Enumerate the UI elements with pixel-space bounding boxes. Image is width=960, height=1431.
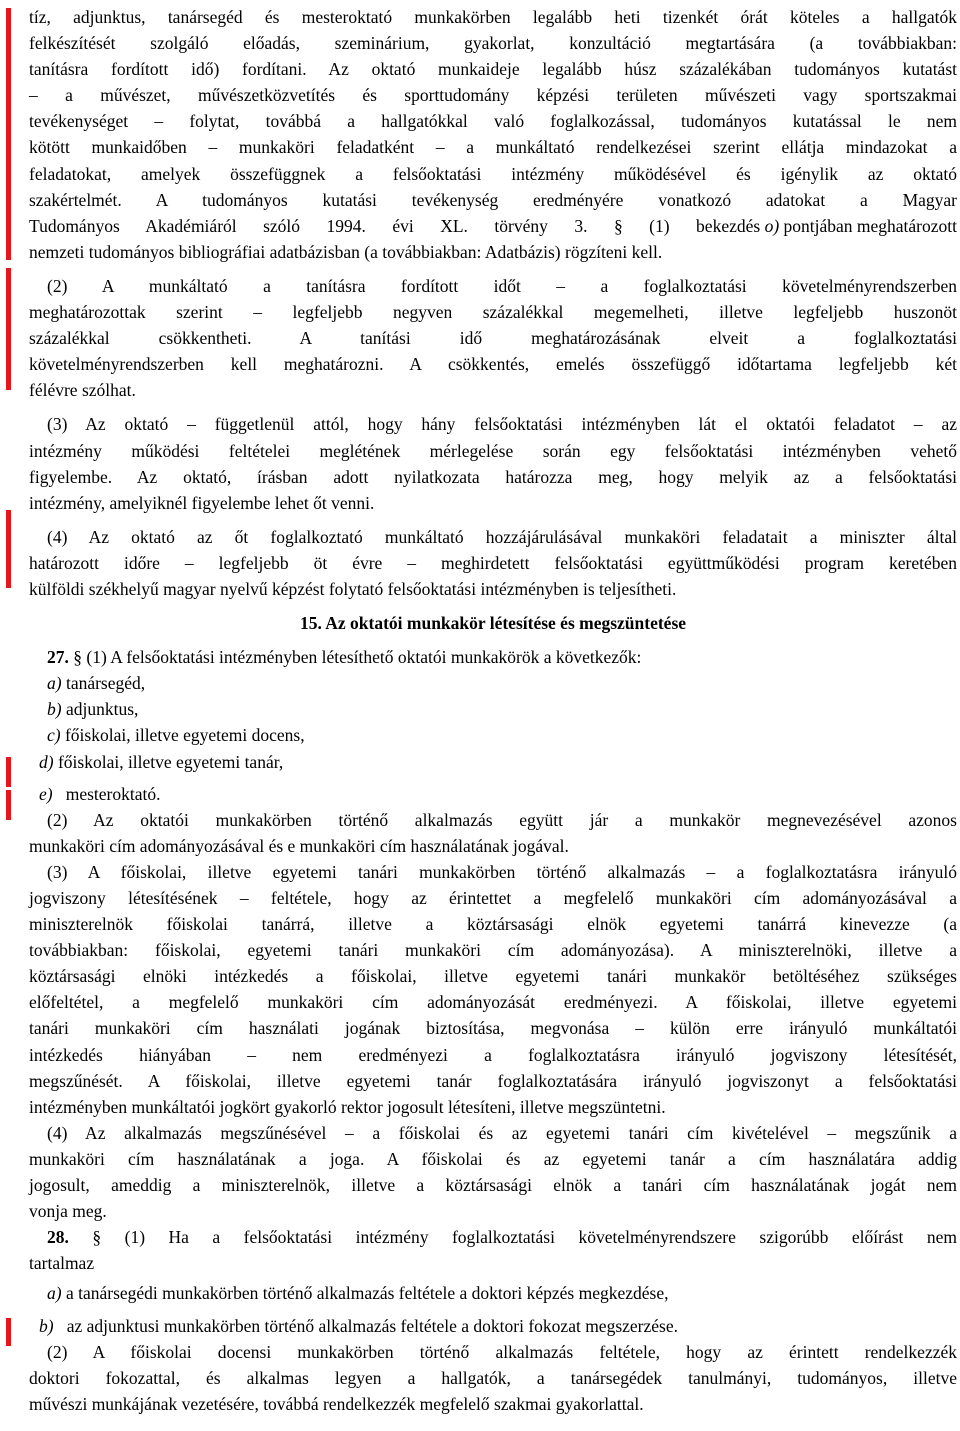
- text-line: (2) Az oktatói munkakörben történő alkalmazás együtt jár a munkakör megnevezésével azonos: [47, 809, 957, 830]
- revision-bar: [6, 757, 11, 787]
- text-line: munkaköri cím adományozásával és e munkaköri cím használatának jogával.: [29, 835, 569, 856]
- text-line: tanári munkaköri cím használati jogának biztosítása, megvonása – külön erre irányuló munkáltatói: [29, 1018, 957, 1039]
- list-item-text: mesteroktató.: [65, 783, 161, 804]
- text-line: külföldi székhelyű magyar nyelvű képzést folytató felsőoktatási intézményben is teljesítheti.: [29, 578, 677, 599]
- text-line: továbbiakban: főiskolai, egyetemi tanári munkaköri cím adományozása). A miniszterelnöki, illetve a: [29, 940, 957, 961]
- text-line: tevékenységet – folytat, továbbá a hallgatókkal való foglalkozással, tudományos kutatással le nem: [29, 111, 957, 132]
- document-page: [29, 4, 957, 1417]
- section-28-intro: [29, 1224, 957, 1250]
- list-item: [29, 749, 957, 775]
- text-line: tíz, adjunktus, tanársegéd és mesteroktató munkakörben legalább heti tizenkét órát köteles a hallgatók: [29, 7, 957, 27]
- list-item: [29, 1313, 957, 1339]
- list-item: [29, 696, 957, 722]
- text-line: művészi munkájának vezetésére, továbbá rendelkezzék megfelelő szakmai gyakorlattal.: [29, 1393, 644, 1414]
- list-item-text: főiskolai, illetve egyetemi tanár,: [57, 751, 284, 772]
- section-number: 28.: [47, 1227, 69, 1248]
- text-line: félévre szólhat.: [29, 380, 136, 401]
- list-item: [29, 722, 957, 748]
- list-item-text: az adjunktusi munkakörben történő alkalmazás feltétele a doktori fokozat megszerzése.: [66, 1315, 678, 1336]
- text-line: határozott időre – legfeljebb öt évre – meghirdetett felsőoktatási együttműködési program keretében: [29, 552, 957, 573]
- text-line: nemzeti tudományos bibliográfiai adatbázisban (a továbbiakban: Adatbázis) rögzíteni kell.: [29, 241, 663, 262]
- text-line: (4) Az oktató az őt foglalkoztató munkáltató hozzájárulásával munkaköri feladatait a miniszter által: [47, 526, 957, 547]
- list-marker: a): [47, 1283, 62, 1304]
- text-line: szakértelmét. A tudományos kutatási tevékenység eredményére vonatkozó adatokat a Magyar: [29, 189, 957, 210]
- text-line: követelményrendszerben kell meghatározni. A csökkentés, emelés összefüggő időtartama legfeljebb két: [29, 354, 957, 375]
- list-item-text: tanársegéd,: [65, 673, 146, 694]
- text-line: figyelembe. Az oktató, írásban adott nyilatkozata határozza meg, hogy melyik az a felsőoktatási: [29, 466, 957, 487]
- list-marker: b): [47, 699, 62, 720]
- text-line: jogosult, ameddig a miniszterelnök, illetve a köztársasági elnök a tanári cím használatának jogát nem: [29, 1175, 957, 1196]
- list-marker: b): [39, 1315, 54, 1336]
- text-line: – a művészet, művészetközvetítés és sporttudomány képzési területen művészeti vagy sportszakmai: [29, 85, 957, 106]
- text-line: meghatározottak szerint – legfeljebb negyven százalékkal megemelheti, illetve legfeljebb huszonöt: [29, 302, 957, 323]
- revision-bar: [6, 1318, 11, 1346]
- text-line: (3) A főiskolai, illetve egyetemi tanári munkakörben történő alkalmazás – a foglalkoztatásra irányuló: [47, 861, 957, 882]
- text-line: munkaköri cím használatának a joga. A főiskolai és az egyetemi tanár a cím használatára addig: [29, 1148, 957, 1169]
- text-line: tartalmaz: [29, 1253, 95, 1274]
- list-item-text: főiskolai, illetve egyetemi docens,: [64, 725, 305, 746]
- revision-bar: [6, 8, 11, 260]
- text-line-part: § (1) A felsőoktatási intézményben létesíthető oktatói munkakörök a következők:: [73, 647, 642, 668]
- text-line: jogviszony létesítésének – feltétele, hogy az érintettet a megfelelő munkaköri cím adományozásával a: [29, 888, 957, 908]
- list-item: [29, 670, 957, 696]
- text-line: (2) A főiskolai docensi munkakörben történő alkalmazás feltétele, hogy az érintett rendelkezzék: [47, 1341, 957, 1362]
- text-line: megszűnését. A főiskolai, illetve egyetemi tanár foglalkoztatására irányuló jogviszonyt a felsőoktatási: [29, 1070, 957, 1091]
- text-line: intézkedés hiányában – nem eredményezi a foglalkoztatásra irányuló jogviszony létesítését,: [29, 1044, 957, 1065]
- text-line: felkészítését szolgáló előadás, szeminárium, gyakorlat, konzultáció megtartására (a továbbiakban:: [29, 33, 957, 54]
- section-heading: 15. Az oktatói munkakör létesítése és megszüntetése: [299, 613, 687, 634]
- list-item-text: adjunktus,: [65, 699, 139, 720]
- text-line: intézmény működési feltételei meglétének mérlegelése során egy felsőoktatási intézményben vehető: [29, 440, 957, 461]
- text-line: előfeltétel, a megfelelő munkaköri cím adományozását eredményezi. A főiskolai, illetve egyetemi: [29, 992, 957, 1013]
- text-line: százalékkal csökkentheti. A tanítási idő meghatározásának elveit a foglalkoztatási: [29, 328, 957, 349]
- text-line: vonja meg.: [29, 1201, 107, 1222]
- list-marker: d): [39, 751, 54, 772]
- text-line-part: § (1) Ha a felsőoktatási intézmény foglalkoztatási követelményrendszere szigorúbb előírást nem: [92, 1227, 958, 1248]
- text-line: (4) Az alkalmazás megszűnésével – a főiskolai és az egyetemi tanári cím kivételével – megszűnik a: [47, 1122, 957, 1143]
- revision-bar: [6, 268, 11, 390]
- list-item-text: a tanársegédi munkakörben történő alkalmazás feltétele a doktori képzés megkezdése,: [65, 1283, 669, 1304]
- text-line: feladatokat, amelyek összefüggnek a felsőoktatási intézmény működésével és igénylik az oktató: [29, 163, 957, 184]
- list-item: [29, 781, 957, 807]
- text-line: doktori fokozattal, és alkalmas legyen a hallgatók, a tanársegédek tanulmányi, tudományos, illetve: [29, 1367, 957, 1388]
- text-line-part: Tudományos Akadémiáról szóló 1994. évi XL. törvény 3. § (1) bekezdés: [29, 215, 761, 236]
- revision-bar: [6, 790, 11, 820]
- text-line-part: pontjában meghatározott: [779, 215, 957, 236]
- list-marker: c): [47, 725, 61, 746]
- text-line: miniszterelnök főiskolai tanárrá, illetve a köztársasági elnök egyetemi tanárrá kinevezze (a: [29, 914, 957, 935]
- text-line: köztársasági elnöki intézkedés a főiskolai, illetve egyetemi tanári munkakör betöltéséhez szükséges: [29, 966, 957, 987]
- text-line: (3) Az oktató – függetlenül attól, hogy hány felsőoktatási intézményben lát el oktatói feladatot – az: [47, 414, 957, 435]
- text-line: [29, 213, 957, 239]
- section-number: 27.: [47, 647, 69, 668]
- list-marker: e): [39, 783, 53, 804]
- list-marker: a): [47, 673, 62, 694]
- point-reference: o): [764, 215, 780, 236]
- text-line: kötött munkaidőben – munkaköri feladatként – a munkáltató rendelkezései szerint ellátja mindazokat a: [29, 137, 957, 158]
- text-line: tanításra fordított idő) fordítani. Az oktató munkaideje legalább húsz százalékában tudományos kutatást: [29, 59, 957, 80]
- section-27-intro: [29, 644, 957, 670]
- text-line: (2) A munkáltató a tanításra fordított időt – a foglalkoztatási követelményrendszerben: [47, 275, 957, 296]
- text-line: intézmény, amelyiknél figyelembe lehet őt venni.: [29, 492, 375, 513]
- list-item: [29, 1280, 957, 1306]
- text-line: intézményben munkáltatói jogkört gyakorló rektor jogosult létesíteni, illetve megszüntetni.: [29, 1096, 666, 1117]
- revision-bar: [6, 510, 11, 588]
